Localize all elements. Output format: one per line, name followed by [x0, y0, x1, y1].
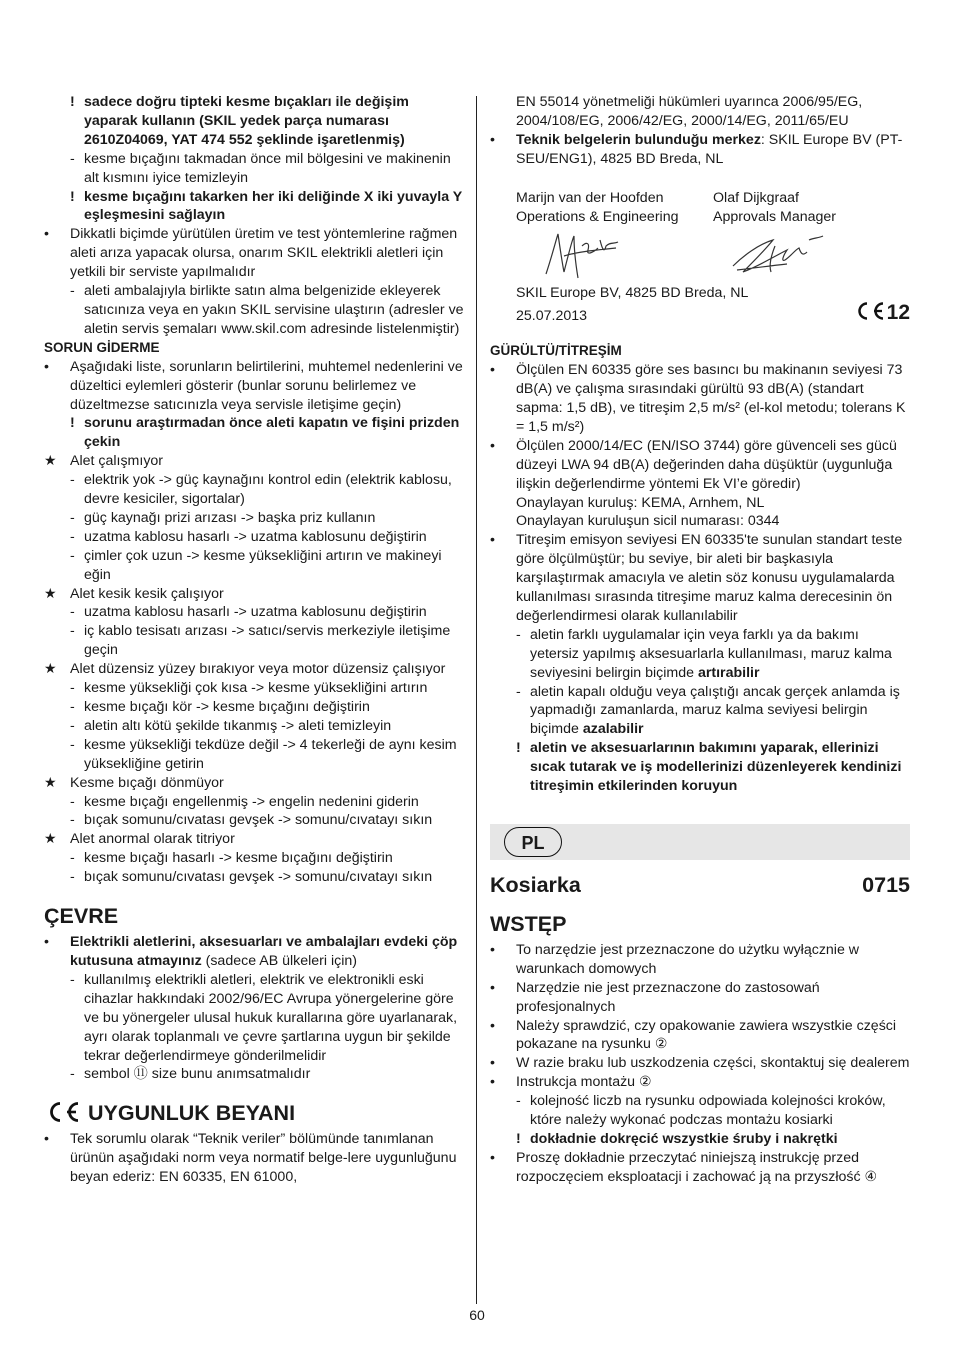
column-divider — [476, 96, 477, 1304]
list-item: • Dikkatli biçimde yürütülen üretim ve test yöntemlerine rağmen aleti arıza yapacak olursa, onarım SKIL elektrikli aletleri için yetkili bir serviste yapılmalıdır — [44, 226, 458, 281]
noise-bullet-1: • Ölçülen EN 60335 göre ses basıncı bu makinanın seviyesi 73 dB(A) ve çalışma sırasındaki gürültü 93 dB(A) (standart sapma: 1,5 dB), ve titreşim 2,5 m/s² (el-kol metodu; tolerans K = 1,5 m/s²) — [490, 362, 906, 435]
list-item: - kesme bıçağı kör -> kesme bıçağını değiştirin — [70, 699, 370, 715]
list-item: - kullanılmış elektrikli aletleri, elektrik ve elektronikli eski cihazlar hakkındaki 2002/96/EC Avrupa yönergelerine göre ve bu yönergeler ulusal hukuk kurallarına göre uyarlanarak, ayrı olarak toplanmalı ve çevre şartlarına uygun bir şekilde tekrar değerlendirmeye gönderilmelidir — [70, 971, 458, 1064]
product-title-row — [490, 873, 910, 897]
list-item: - elektrik yok -> güç kaynağını kontrol edin (elektrik kablosu, devre kesiciler, sigortalar) — [70, 472, 452, 508]
list-item: • To narzędzie jest przeznaczone do użytku wyłącznie w warunkach domowych — [490, 941, 860, 977]
signatory-2: Olaf Dijkgraaf Approvals Manager — [713, 189, 837, 225]
list-item: - kesme bıçağını takmadan önce mil bölgesini ve makinenin alt kısmını iyice temizleyin — [70, 150, 451, 186]
vibration-bullet: • Titreşim emisyon seviyesi EN 60335'te sunulan standart teste göre ölçülmüştür; bu seviye, bir aleti bir başkasıyla karşılaştırmak amacıyla ve aletin söz konusu uygulamalarda kullanılması sırasında titreşime maruz kalma derecesinin ön değerlendirmesi olarak kullanılabilir — [490, 532, 903, 624]
notified-body-number: Onaylayan kuruluşun sicil numarası: 0344 — [516, 513, 780, 530]
signatory-names — [490, 189, 910, 227]
list-item: - iç kablo tesisatı arızası -> satıcı/servis merkeziyle iletişime geçin — [70, 623, 451, 659]
list-item: • W razie braku lub uszkodzenia części, skontaktuj się dealerem — [490, 1055, 910, 1072]
uygunluk-heading: UYGUNLUK BEYANI — [44, 1100, 464, 1126]
list-item: - aletin altı kötü şekilde tıkanmış -> aleti temizleyin — [70, 717, 392, 734]
list-item: - uzatma kablosu hasarlı -> uzatma kablosunu değiştirin — [70, 604, 427, 621]
list-item: ★ Alet anormal olarak titriyor — [44, 831, 235, 848]
list-item: - sembol ⑪ size bunu anımsatmalıdır — [70, 1066, 311, 1083]
signature-2 — [713, 226, 910, 284]
list-item: ! sadece doğru tipteki kesme bıçakları ile değişim yaparak kullanın (SKIL yedek parça numarası 2610Z04069, YAT 474 552 şeklinde işaretlenmiş) — [70, 94, 409, 148]
date-row — [490, 301, 910, 326]
list-item: ! dokładnie dokręcić wszystkie śruby i nakrętki — [516, 1130, 838, 1147]
list-item: ★ Alet düzensiz yüzey bırakıyor veya motor düzensiz çalışıyor — [44, 661, 446, 678]
signatory-1: Marijn van der Hoofden Operations & Engineering — [516, 189, 679, 225]
list-item: - çimler çok uzun -> kesme yüksekliğini artırın ve makineyi eğin — [70, 547, 442, 583]
signatures — [490, 226, 910, 284]
wstep-list — [490, 941, 910, 1187]
language-badge: PL — [504, 827, 562, 857]
model-number: 0715 — [862, 873, 910, 897]
gurultu-heading: GÜRÜLTÜ/TİTREŞİM — [490, 343, 622, 359]
language-bar — [490, 824, 910, 860]
page-number: 60 — [469, 1307, 485, 1323]
vibration-dash-1: - aletin farklı uygulamalar için veya farklı ya da bakımı yetersiz yapılmış aksesuarlarla kullanılması, maruz kalma seviyesini belirgin biçimde artırabilir — [516, 626, 892, 681]
company-address: SKIL Europe BV, 4825 BD Breda, NL — [516, 285, 749, 302]
signature-1 — [516, 226, 713, 284]
cevre-heading: ÇEVRE — [44, 904, 119, 929]
list-item: ★ Alet çalışmıyor — [44, 453, 164, 470]
wstep-heading: WSTĘP — [490, 911, 567, 936]
standards-continuation: EN 55014 yönetmeliği hükümleri uyarınca 2006/95/EG, 2004/108/EG, 2006/42/EG, 2000/14/EG, 2011/65/EU — [516, 94, 863, 129]
list-item: ★ Alet kesik kesik çalışıyor — [44, 585, 224, 602]
cevre-list — [44, 971, 464, 1084]
list-item: • Narzędzie nie jest przeznaczone do zastosowań profesjonalnych — [490, 979, 820, 1015]
list-item: - güç kaynağı prizi arızası -> başka priz kullanın — [70, 509, 376, 526]
product-title: Kosiarka — [490, 873, 581, 897]
list-item: - aleti ambalajıyla birlikte satın alma belgenizide ekleyerek satıcınıza veya en yakın SKIL servisine ulaştırın (adresler ve aletin servis şemaları www.skil.com adresinde listelenmiştir) — [70, 283, 464, 337]
noise-bullet-2: • Ölçülen 2000/14/EC (EN/ISO 3744) göre güvenceli ses gücü düzeyi LWA 94 dB(A) değerinden daha düşüktür (uygunluğa ilişkin değerlendirme yöntemi Ek VI’e göredir) — [490, 437, 897, 492]
list-item: - kesme yüksekliği tekdüze değil -> 4 tekerleği de aynı kesim yüksekliğine getirin — [70, 736, 457, 772]
left-column — [44, 93, 464, 1187]
list-item: - kesme bıçağı engellenmiş -> engelin nedenini giderin — [70, 793, 419, 810]
sorun-giderme-heading: SORUN GİDERME — [44, 339, 160, 355]
list-item: - bıçak somunu/cıvatası gevşek -> somunu/cıvatayı sıkın — [70, 869, 433, 886]
uygunluk-bullet: • Tek sorumlu olarak “Teknik veriler” bölümünde tanımlanan ürünün aşağıdaki norm veya normatif belge-lere uygunluğunu beyan ederiz: EN 60335, EN 61000, — [44, 1131, 457, 1186]
list-item: - bıçak somunu/cıvatası gevşek -> somunu/cıvatayı sıkın — [70, 812, 433, 829]
list-item: ! kesme bıçağını takarken her iki deliğinde X iki yuvayla Y eşleşmesini sağlayın — [70, 188, 462, 224]
list-item: - kesme yüksekliği çok kısa -> kesme yüksekliğini artırın — [70, 680, 428, 697]
list-item: • Aşağıdaki liste, sorunların belirtilerini, muhtemel nedenlerini ve düzeltici eylemleri gösterir (bunlar sorunu belirlemez ve düzeltmezse satıcınızla veya servisle iletişime geçin) — [44, 358, 463, 413]
list-item: • Należy sprawdzić, czy opakowanie zawiera wszystkie części pokazane na rysunku ② — [490, 1017, 897, 1053]
list-item: ★ Kesme bıçağı dönmüyor — [44, 774, 224, 791]
list-item: ! sorunu araştırmadan önce aleti kapatın ve fişini prizden çekin — [70, 415, 460, 451]
maintenance-list — [44, 93, 464, 339]
right-column — [490, 93, 910, 1187]
list-item: • Instrukcja montażu ② — [490, 1074, 652, 1091]
list-item: • Proszę dokładnie przeczytać niniejszą instrukcję przed rozpoczęciem eksploatacji i zachować ją na przyszłość ④ — [490, 1149, 878, 1185]
list-item: - kesme bıçağı hasarlı -> kesme bıçağını değiştirin — [70, 850, 393, 867]
technical-docs-bullet: • Teknik belgelerin bulunduğu merkez: SKIL Europe BV (PT-SEU/ENG1), 4825 BD Breda, NL — [490, 131, 903, 167]
ce-mark-icon — [44, 1101, 82, 1123]
list-item: - uzatma kablosu hasarlı -> uzatma kablosunu değiştirin — [70, 528, 427, 545]
vibration-dash-2: - aletin kapalı olduğu veya çalıştığı ancak gerçek anlamda iş yapmadığı zamanlarda, maruz kalma seviyesi belirgin biçimde azalabilir — [516, 683, 900, 738]
list-item: - kolejność liczb na rysunku odpowiada kolejności kroków, które należy wykonać podczas montażu kosiarki — [516, 1093, 886, 1129]
ce-year-mark: 12 — [853, 301, 910, 323]
declaration-date: 25.07.2013 — [516, 308, 588, 325]
vibration-warning: ! aletin ve aksesuarlarının bakımını yaparak, ellerinizi sıcak tutarak ve iş modellerinizi düzenleyerek kendinizi titreşimin etkilerinden koruyun — [516, 740, 902, 795]
notified-body: Onaylayan kuruluş: KEMA, Arnhem, NL — [516, 494, 765, 511]
cevre-bullet: • Elektrikli aletlerini, aksesuarları ve ambalajları evdeki çöp kutusuna atmayınız (sadece AB ülkeleri için) — [44, 934, 458, 969]
troubleshooting-list — [44, 358, 464, 887]
ce-mark-icon — [853, 301, 887, 321]
